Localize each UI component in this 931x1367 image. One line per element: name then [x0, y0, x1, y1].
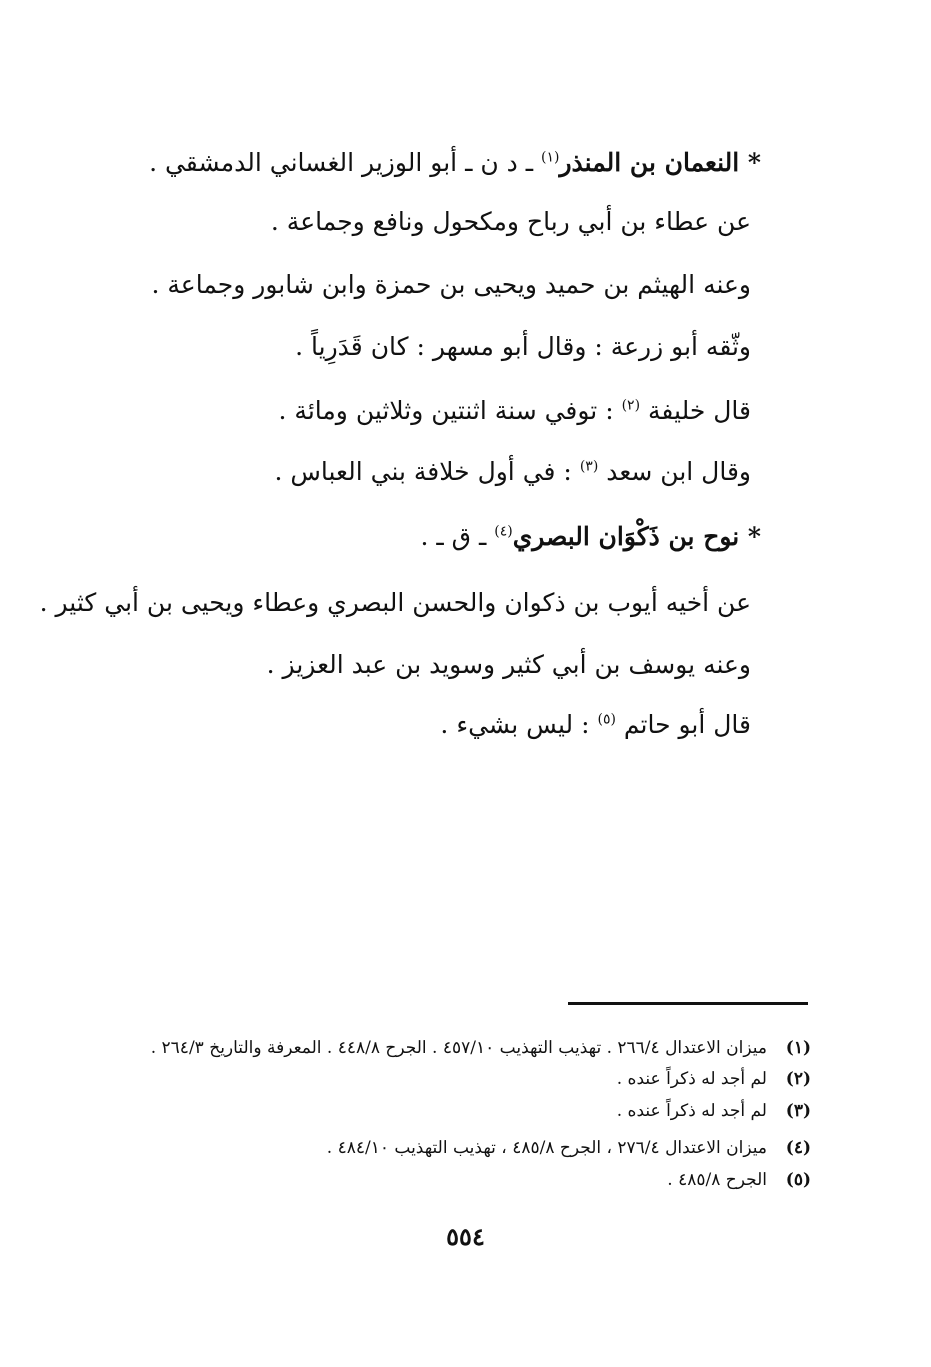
narrator-name: النعمان بن المنذر: [559, 148, 740, 177]
entry-line-8: [40, 586, 751, 620]
footnote-3: [617, 1099, 811, 1123]
footnote-4: [327, 1136, 811, 1160]
entry-line-10: [440, 708, 751, 742]
entry-text: وعنه الهيثم بن حميد ويحيى بن حمزة وابن شابور وجماعة .: [151, 270, 751, 299]
entry-text: وعنه يوسف بن أبي كثير وسويد بن عبد العزيز .: [266, 650, 751, 679]
entry-text: : ليس بشيء .: [440, 710, 598, 739]
footnote-text: لم أجد له ذكراً عنده .: [616, 1069, 767, 1089]
footnote-text: لم أجد له ذكراً عنده .: [616, 1101, 767, 1121]
footnote-5: [667, 1168, 811, 1192]
entry-text: ـ ق ـ .: [420, 522, 495, 551]
entry-line-9: [267, 648, 751, 682]
footnote-number: (٥): [785, 1170, 811, 1190]
entry-line-7: [420, 520, 761, 554]
footnote-separator: [568, 1002, 808, 1005]
footnote-number: (٤): [785, 1138, 811, 1158]
entry-line-1: [149, 146, 761, 180]
footnote-1: [151, 1036, 811, 1060]
entry-marker: *: [739, 148, 761, 177]
entry-text: قال خليفة: [640, 396, 751, 425]
footnote-text: ميزان الاعتدال ٢٧٦/٤ ، الجرح ٤٨٥/٨ ، تهذيب التهذيب ٤٨٤/١٠ .: [326, 1138, 767, 1158]
entry-line-3: [152, 268, 752, 302]
page-number: ٥٥٤: [446, 1222, 485, 1251]
entry-line-2: [271, 205, 751, 239]
footnote-2: [617, 1067, 811, 1091]
footnote-ref: (٤): [494, 523, 513, 540]
entry-line-5: [279, 394, 751, 428]
entry-text: : في أول خلافة بني العباس .: [274, 457, 580, 486]
entry-text: وثّقه أبو زرعة : وقال أبو مسهر : كان قَدَرِياً .: [295, 332, 751, 361]
footnote-ref: (٥): [597, 711, 616, 728]
narrator-name: نوح بن ذَكْوَان البصري: [512, 522, 740, 551]
footnote-number: (٢): [785, 1069, 811, 1089]
entry-text: عن عطاء بن أبي رباح ومكحول ونافع وجماعة .: [270, 207, 751, 236]
entry-text: وقال ابن سعد: [598, 457, 751, 486]
entry-text: ـ د ن ـ أبو الوزير الغساني الدمشقي .: [149, 148, 541, 177]
entry-text: قال أبو حاتم: [615, 710, 751, 739]
entry-text: : توفي سنة اثنتين وثلاثين ومائة .: [278, 396, 622, 425]
footnote-ref: (٣): [579, 458, 599, 475]
entry-text: عن أخيه أيوب بن ذكوان والحسن البصري وعطاء ويحيى بن أبي كثير .: [39, 588, 751, 617]
entry-line-4: [295, 330, 751, 364]
footnote-number: (٣): [785, 1101, 811, 1121]
entry-marker: *: [739, 522, 761, 551]
footnote-text: الجرح ٤٨٥/٨ .: [667, 1170, 767, 1190]
footnote-ref: (٢): [621, 397, 641, 414]
footnote-number: (١): [785, 1038, 811, 1058]
footnote-text: ميزان الاعتدال ٢٦٦/٤ . تهذيب التهذيب ٤٥٧/١٠ . الجرح ٤٤٨/٨ . المعرفة والتاريخ ٢٦٤/٣ .: [150, 1038, 767, 1058]
footnote-ref: (١): [541, 149, 560, 166]
entry-line-6: [274, 455, 751, 489]
